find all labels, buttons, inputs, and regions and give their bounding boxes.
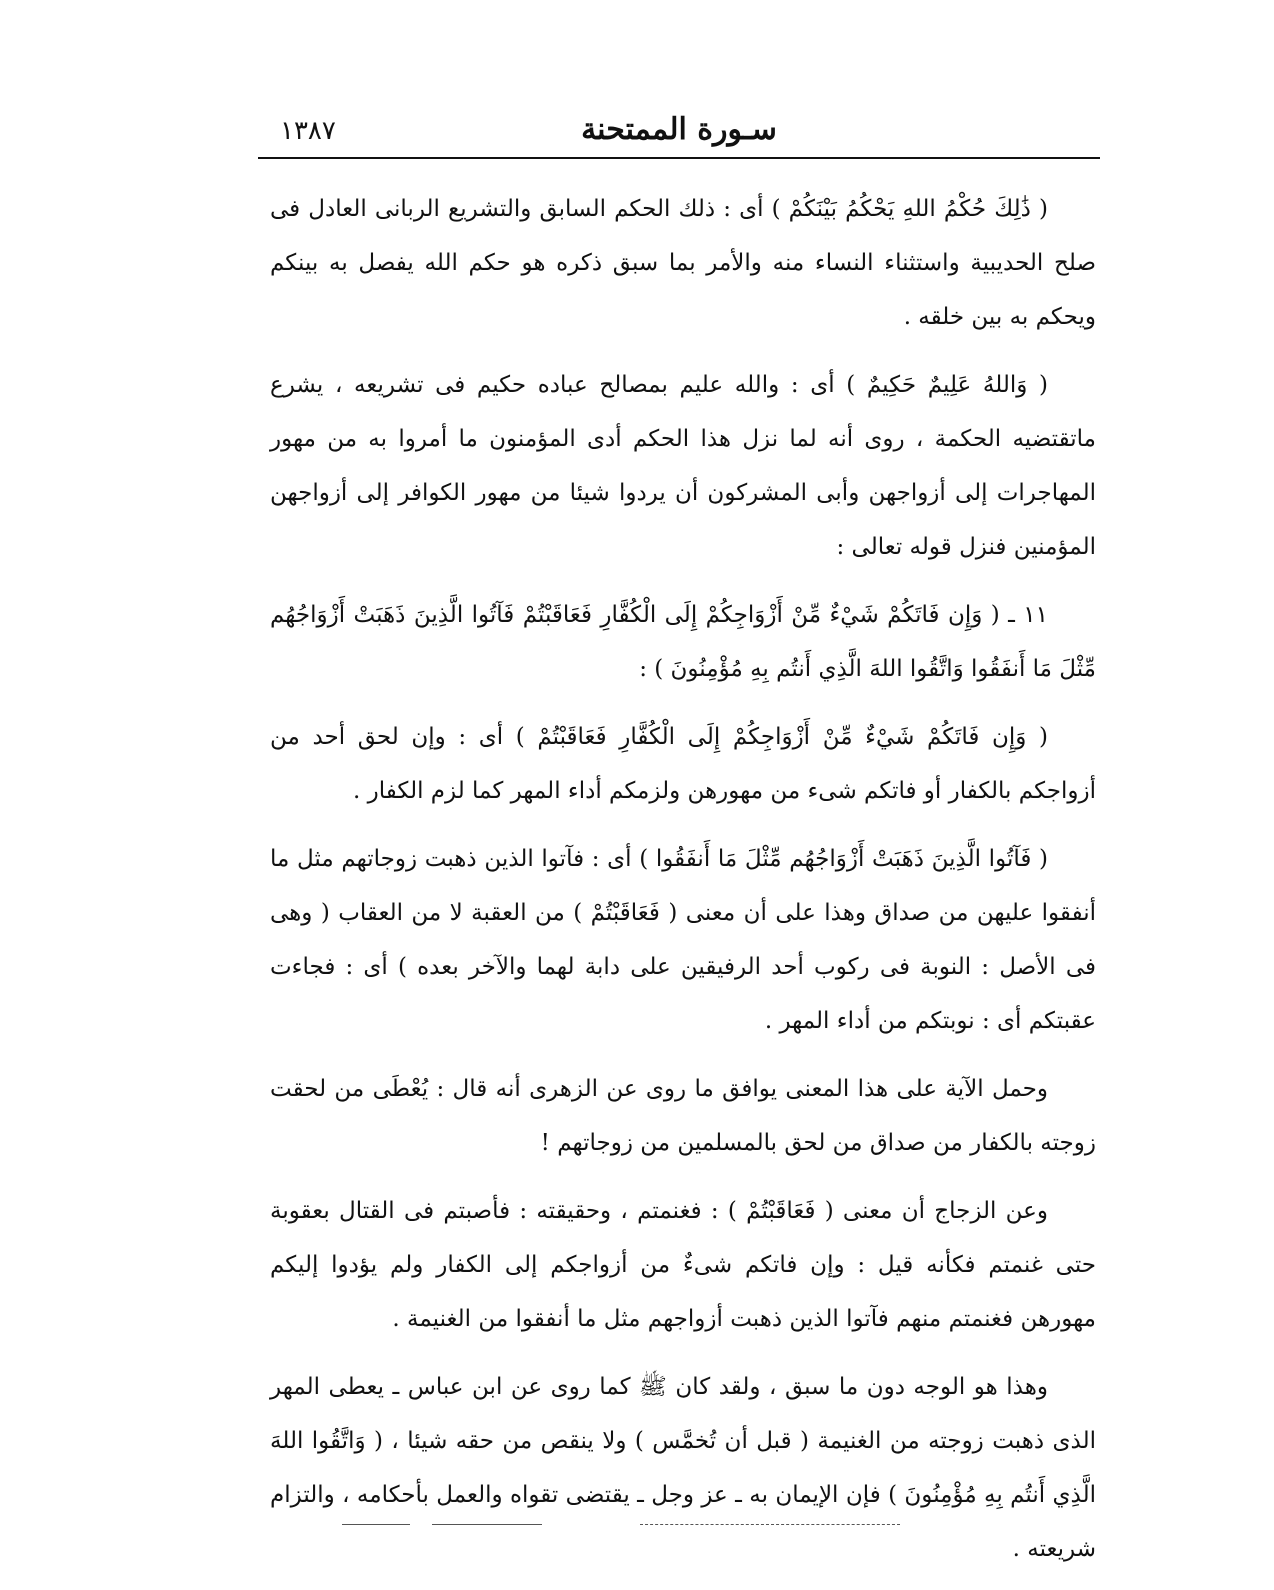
running-header <box>258 108 1100 158</box>
paragraph-if-any-of-your-wives: ( وَإِن فَاتَكُمْ شَيْءٌ مِّنْ أَزْوَاجِكُمْ إِلَى الْكُفَّارِ فَعَاقَبْتُمْ ) أى : وإن لحق أحد من أزواجكم بالكفار أو فاتكم شىء من مهورهن ولزمكم أداء المهر كما لزم الكفار . <box>270 724 1096 804</box>
page-number: ١٣٨٧ <box>280 116 336 146</box>
paragraph-all-knowing-wise: ( وَاللهُ عَلِيمٌ حَكِيمٌ ) أى : والله عليم بمصالح عباده حكيم فى تشريعه ، يشرع ماتقتضيه الحكمة ، روى أنه لما نزل هذا الحكم أدى المؤمنون ما أمروا به من مهور المهاجرات إلى أزواجهن وأبى المشركون أن يردوا شيئا من مهور الكوافر إلى أزواجهن المؤمنين فنزل قوله تعالى : <box>270 372 1096 560</box>
footer-divider <box>432 1524 542 1525</box>
footer-divider <box>342 1524 410 1525</box>
paragraph-give-those-whose-wives: ( فَآتُوا الَّذِينَ ذَهَبَتْ أَزْوَاجُهُم مِّثْلَ مَا أَنفَقُوا ) أى : فآتوا الذين ذهبت زوجاتهم مثل ما أنفقوا عليهن من صداق وهذا على أن معنى ( فَعَاقَبْتُمْ ) من العقبة لا من العقاب ( وهى فى الأصل : النوبة فى ركوب أحد الرفيقين على دابة لهما والآخر بعده ) أى : فجاءت عقبتكم أى : نوبتكم من أداء المهر . <box>270 846 1096 1034</box>
paragraph-zuhri-report: وحمل الآية على هذا المعنى يوافق ما روى عن الزهرى أنه قال : يُعْطَى من لحقت زوجته بالكفار من صداق من لحق بالمسلمين من زوجاتهم ! <box>270 1076 1096 1156</box>
header-divider <box>258 157 1100 159</box>
paragraph-ibn-abbas-report: وهذا هو الوجه دون ما سبق ، ولقد كان ﷺ كما روى عن ابن عباس ـ يعطى المهر الذى ذهبت زوجته من الغنيمة ( قبل أن تُخمَّس ) ولا ينقص من حقه شيئا ، ( وَاتَّقُوا اللهَ الَّذِي أَنتُم بِهِ مُؤْمِنُونَ ) فإن الإيمان به ـ عز وجل ـ يقتضى تقواه والعمل بأحكامه ، والتزام شريعته . <box>270 1374 1096 1562</box>
page-body <box>270 182 1096 1590</box>
paragraph-judgment-of-allah: ( ذَٰلِكَ حُكْمُ اللهِ يَحْكُمُ بَيْنَكُمْ ) أى : ذلك الحكم السابق والتشريع الربانى العادل فى صلح الحديبية واستثناء النساء منه والأمر بما سبق ذكره هو حكم الله يفصل به بينكم ويحكم به بين خلقه . <box>270 196 1096 330</box>
footer-divider <box>640 1524 900 1525</box>
verse-11: ١١ ـ ( وَإِن فَاتَكُمْ شَيْءٌ مِّنْ أَزْوَاجِكُمْ إِلَى الْكُفَّارِ فَعَاقَبْتُمْ فَآتُوا الَّذِينَ ذَهَبَتْ أَزْوَاجُهُم مِّثْلَ مَا أَنفَقُوا وَاتَّقُوا اللهَ الَّذِي أَنتُم بِهِ مُؤْمِنُونَ ) : <box>270 602 1096 682</box>
paragraph-zajjaj-view: وعن الزجاج أن معنى ( فَعَاقَبْتُمْ ) : فغنمتم ، وحقيقته : فأصبتم فى القتال بعقوبة حتى غنمتم فكأنه قيل : وإن فاتكم شىءٌ من أزواجكم إلى الكفار ولم يؤدوا إليكم مهورهن فغنمتم منهم فآتوا الذين ذهبت أزواجهم مثل ما أنفقوا من الغنيمة . <box>270 1198 1096 1332</box>
surah-title: سـورة الممتحنة <box>581 112 777 147</box>
